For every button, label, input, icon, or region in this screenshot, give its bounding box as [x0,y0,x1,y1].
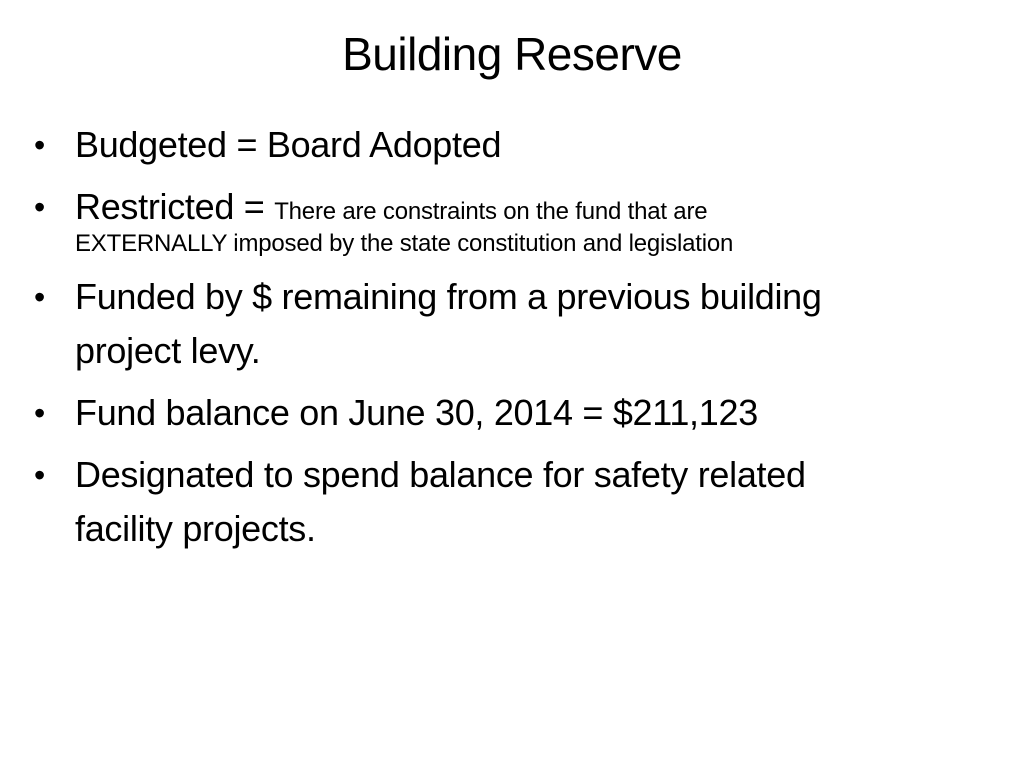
bullet-restricted [34,180,984,262]
bullet-fund-balance [34,386,984,440]
bullet-lead: Restricted = [75,186,275,227]
bullet-budgeted [34,118,984,172]
bullet-dot-icon: • [34,457,45,493]
bullet-funded-by [34,270,984,378]
slide-title: Building Reserve [342,28,682,80]
bullet-list [34,118,984,564]
bullet-text: Fund balance on June 30, 2014 = $211,123 [75,392,758,433]
bullet-dot-icon: • [34,395,45,431]
bullet-text: Budgeted = Board Adopted [75,124,502,165]
bullet-text-line-2: project levy. [75,330,261,371]
bullet-dot-icon: • [34,279,45,315]
bullet-dot-icon: • [34,189,45,225]
bullet-text-line-1: Funded by $ remaining from a previous building [75,276,822,317]
bullet-text-line-1: Designated to spend balance for safety related [75,454,806,495]
bullet-designated [34,448,984,556]
bullet-text-line-2: facility projects. [75,508,316,549]
bullet-detail: There are constraints on the fund that are [274,198,708,225]
bullet-detail-continued: EXTERNALLY imposed by the state constitution and legislation [75,230,734,257]
bullet-dot-icon: • [34,127,45,163]
